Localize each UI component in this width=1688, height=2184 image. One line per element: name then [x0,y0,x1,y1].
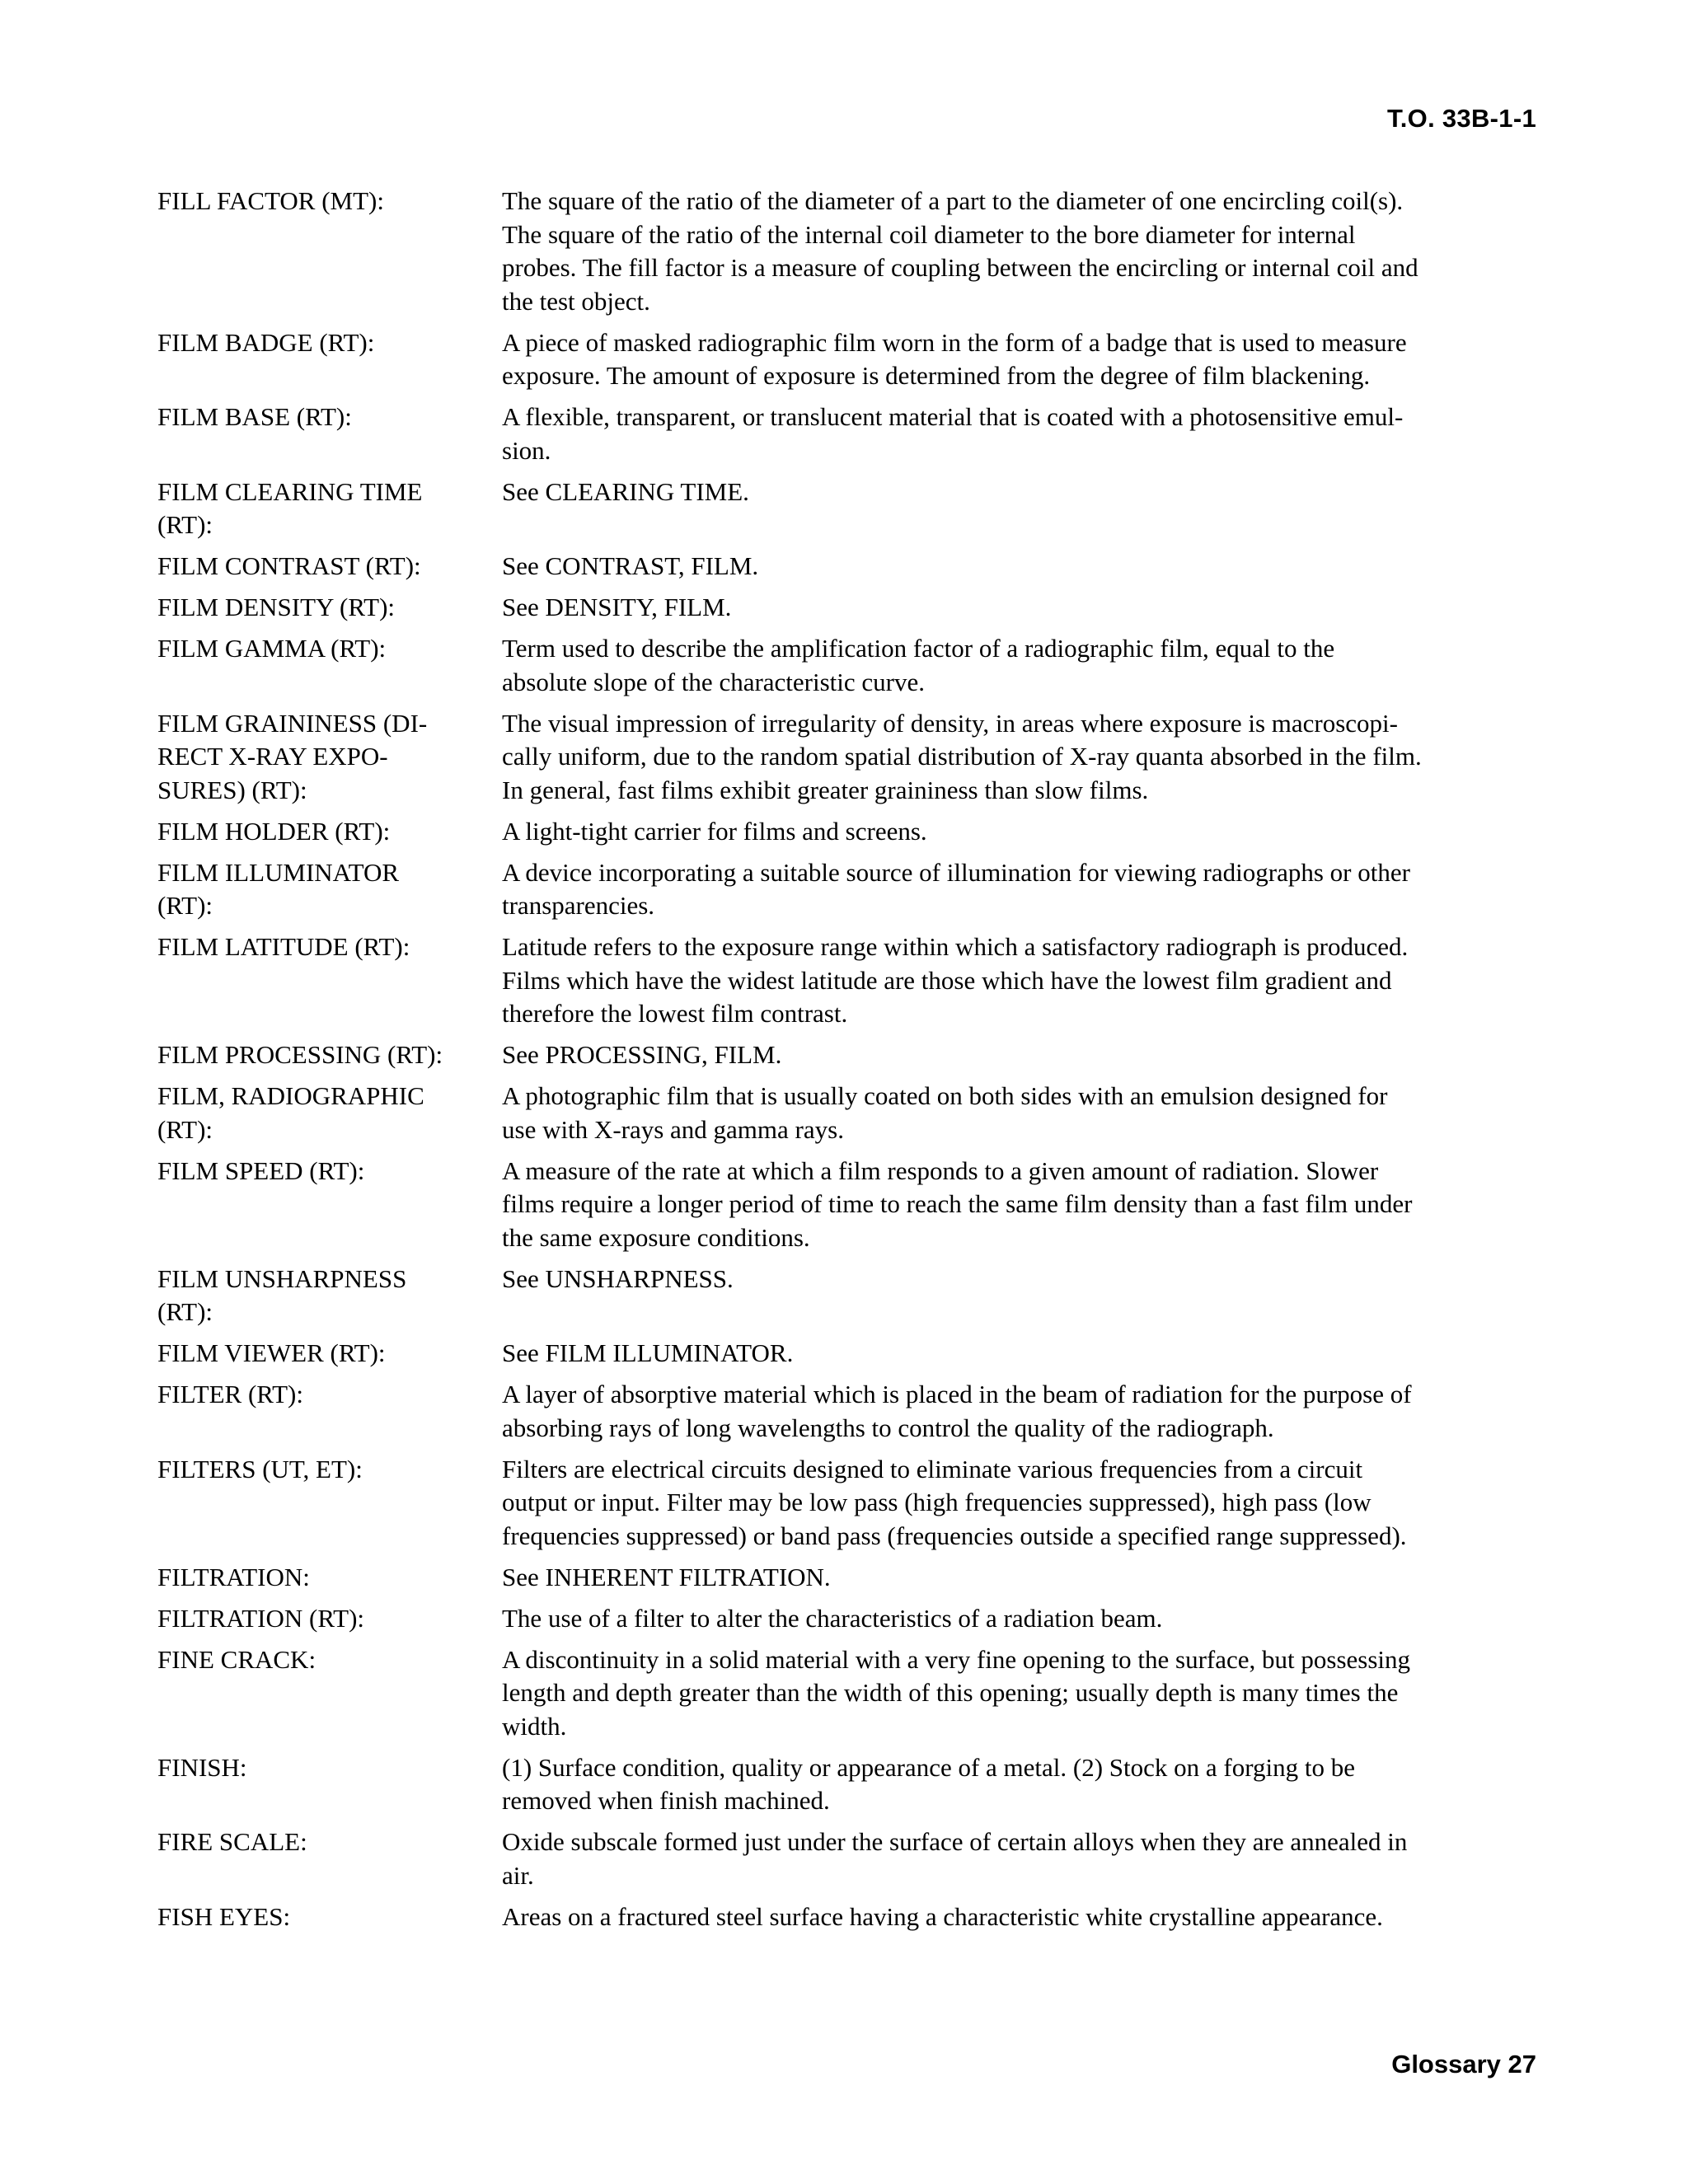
glossary-definition: The visual impression of irregularity of density, in areas where exposure is macroscopi- cally uniform, due to the random spatial distribution of X-ray quanta absorbed in the film. In general, fast films exhibit greater graininess than slow films. [502,708,1422,804]
glossary-term: FILTRATION: [157,1562,310,1591]
glossary-entry [157,1453,1540,1554]
glossary-entry [157,930,1540,1031]
glossary-definition: A flexible, transparent, or translucent material that is coated with a photosensitive emul- sion. [502,402,1404,465]
page-number: Glossary 27 [1391,2050,1536,2079]
glossary-definition: Latitude refers to the exposure range within which a satisfactory radiograph is produced. Films which have the widest latitude are those which have the lowest film gradient and therefore the lowest film contrast. [502,932,1409,1028]
glossary-term: FILM LATITUDE (RT): [157,932,410,961]
glossary-definition: See DENSITY, FILM. [502,593,732,621]
glossary-entry [157,476,1540,542]
glossary-definition: Term used to describe the amplification factor of a radiographic film, equal to the absolute slope of the characteristic curve. [502,634,1335,696]
glossary-definition: A layer of absorptive material which is placed in the beam of radiation for the purpose of absorbing rays of long wavelengths to control the quality of the radiograph. [502,1380,1412,1442]
glossary-entry [157,1751,1540,1818]
glossary-term: FINE CRACK: [157,1644,316,1674]
glossary-definition: Oxide subscale formed just under the surface of certain alloys when they are annealed in air. [502,1827,1408,1890]
glossary-term: FILL FACTOR (MT): [157,186,384,215]
glossary-definition: (1) Surface condition, quality or appearance of a metal. (2) Stock on a forging to be removed when finish machined. [502,1752,1355,1815]
glossary-entry [157,591,1540,625]
glossary-definition: See CONTRAST, FILM. [502,551,759,580]
glossary-definition: The square of the ratio of the diameter of a part to the diameter of one encircling coil(s). The square of the ratio of the internal coil diameter to the bore diameter for internal probes. The fill factor is a measure of coupling between the encircling or internal coil and the test object. [502,186,1418,316]
glossary-entry [157,1561,1540,1595]
glossary-entry [157,401,1540,467]
glossary-definition: Filters are electrical circuits designed to eliminate various frequencies from a circuit output or input. Filter may be low pass (high frequencies suppressed), high pass (low frequencies suppressed) or band pass (frequencies outside a specified range suppressed). [502,1454,1407,1550]
glossary-term: FILM BASE (RT): [157,402,352,431]
glossary-entry [157,326,1540,393]
glossary-definition: See UNSHARPNESS. [502,1263,734,1293]
glossary-entry [157,632,1540,699]
glossary-entry [157,1080,1540,1146]
document-id: T.O. 33B-1-1 [1386,104,1536,133]
glossary-term: FILTRATION (RT): [157,1603,365,1633]
glossary-term: FILTER (RT): [157,1380,303,1408]
glossary-entry [157,1038,1540,1072]
glossary-entry [157,1900,1540,1934]
glossary-term: FILM GAMMA (RT): [157,634,387,663]
glossary-entry [157,1825,1540,1892]
glossary-term: FILM GRAININESS (DI- RECT X-RAY EXPO- SURES) (RT): [157,708,428,804]
glossary-term: FIRE SCALE: [157,1827,307,1856]
glossary-term: FILM UNSHARPNESS (RT): [157,1263,407,1326]
glossary-definition: A discontinuity in a solid material with a very fine opening to the surface, but possessing length and depth greater than the width of this opening; usually depth is many times the width. [502,1644,1411,1741]
glossary-term: FILM ILLUMINATOR (RT): [157,857,400,920]
glossary-entry [157,815,1540,849]
glossary-term: FILM BADGE (RT): [157,327,375,357]
glossary-term: FILM DENSITY (RT): [157,593,396,621]
glossary-definition: A measure of the rate at which a film responds to a given amount of radiation. Slower films require a longer period of time to reach the same film density than a fast film under the same exposure conditions. [502,1155,1413,1252]
glossary-definition: The use of a filter to alter the characteristics of a radiation beam. [502,1603,1163,1633]
glossary-term: FILM VIEWER (RT): [157,1338,386,1367]
glossary-definition: See PROCESSING, FILM. [502,1040,782,1069]
glossary-term: FISH EYES: [157,1901,291,1931]
glossary-term: FILM CLEARING TIME (RT): [157,476,423,539]
glossary-term: FILM PROCESSING (RT): [157,1040,443,1069]
glossary-term: FILM CONTRAST (RT): [157,551,421,580]
glossary-term: FILM HOLDER (RT): [157,816,391,846]
glossary-entry [157,1378,1540,1445]
glossary-entry [157,550,1540,583]
glossary-entry [157,1155,1540,1255]
glossary-definition: A device incorporating a suitable source of illumination for viewing radiographs or other transparencies. [502,857,1410,920]
glossary-definition: A piece of masked radiographic film worn in the form of a badge that is used to measure exposure. The amount of exposure is determined from the degree of film blackening. [502,327,1407,390]
glossary-entry [157,1602,1540,1636]
glossary-definition: A photographic film that is usually coated on both sides with an emulsion designed for use with X-rays and gamma rays. [502,1081,1388,1144]
glossary-term: FILM, RADIOGRAPHIC (RT): [157,1081,424,1144]
glossary-term: FILTERS (UT, ET): [157,1454,363,1483]
glossary-term: FINISH: [157,1752,247,1782]
glossary-definition: A light-tight carrier for films and screens. [502,816,927,846]
glossary-entry [157,707,1540,808]
glossary-definition: Areas on a fractured steel surface having a characteristic white crystalline appearance. [502,1901,1383,1931]
glossary-definition: See FILM ILLUMINATOR. [502,1338,794,1367]
glossary-definition: See CLEARING TIME. [502,476,749,506]
glossary-entry [157,185,1540,318]
glossary-entry [157,1337,1540,1371]
glossary-entry [157,1643,1540,1744]
glossary-term: FILM SPEED (RT): [157,1155,365,1185]
glossary-definition: See INHERENT FILTRATION. [502,1562,831,1591]
glossary-list [157,185,1540,1942]
glossary-entry [157,1263,1540,1329]
glossary-entry [157,856,1540,923]
